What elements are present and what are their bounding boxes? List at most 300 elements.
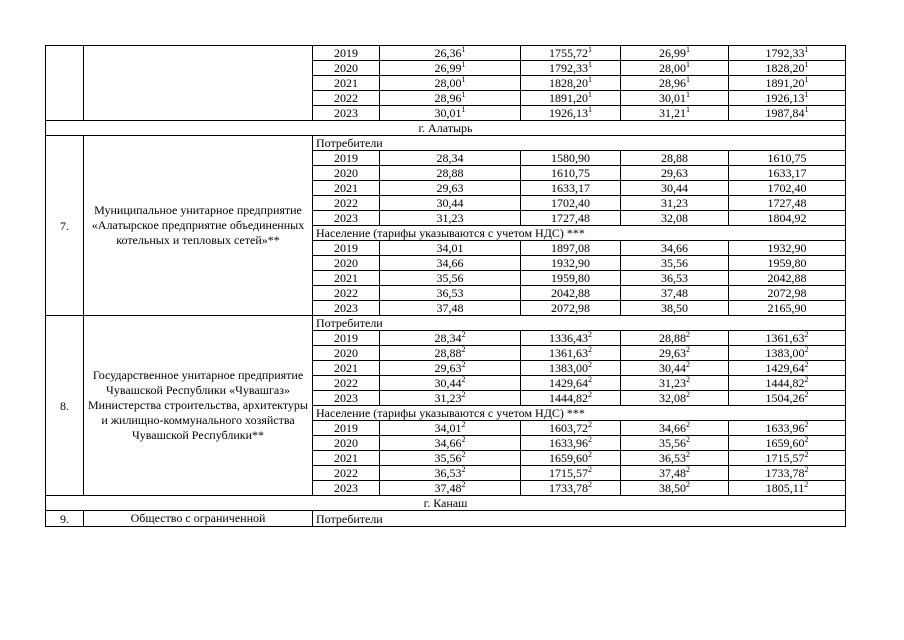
value-text: 1987,84	[765, 106, 805, 120]
value-text: 1336,43	[549, 331, 588, 345]
footnote-mark: 2	[686, 360, 690, 369]
tariff-cell-4	[729, 421, 846, 436]
year-cell: 2022	[313, 376, 380, 391]
value-text: 28,34	[436, 151, 464, 165]
footnote-mark: 2	[461, 465, 466, 474]
value-text: 1932,90	[767, 241, 807, 255]
footnote-mark: 2	[686, 480, 690, 489]
tariff-cell-3	[621, 46, 729, 61]
value-text: 30,44	[659, 361, 686, 375]
year-cell: 2022	[313, 196, 380, 211]
value-text: 28,96	[434, 91, 462, 105]
value-text: 2072,98	[551, 301, 590, 315]
value-text: 1727,48	[767, 196, 807, 210]
year-cell: 2023	[313, 106, 380, 121]
tariff-cell-1	[380, 361, 521, 376]
footnote-mark: 2	[461, 360, 466, 369]
value-text: 1805,11	[765, 481, 805, 495]
value-text: 1383,00	[549, 361, 588, 375]
tariff-cell-4	[729, 391, 846, 406]
tariff-cell-1	[380, 166, 521, 181]
footnote-mark: 2	[588, 480, 592, 489]
value-text: 29,63	[436, 181, 464, 195]
city-row	[46, 496, 846, 511]
value-text: 1610,75	[551, 166, 590, 180]
value-text: 30,44	[661, 181, 688, 195]
tariff-cell-3	[621, 451, 729, 466]
footnote-mark: 2	[461, 345, 466, 354]
footnote-mark: 2	[461, 330, 466, 339]
tariff-cell-4	[729, 181, 846, 196]
value-text: 1828,20	[765, 61, 805, 75]
tariff-cell-2	[521, 481, 621, 496]
footnote-mark: 1	[588, 45, 592, 54]
value-text: 1659,60	[765, 436, 805, 450]
value-text: 37,48	[434, 481, 462, 495]
group-label-row	[46, 316, 846, 331]
tariff-cell-1	[380, 76, 521, 91]
value-text: 34,01	[434, 421, 462, 435]
value-text: 1429,64	[549, 376, 588, 390]
value-text: 1633,17	[551, 181, 590, 195]
tariff-cell-2	[521, 466, 621, 481]
value-text: 2042,88	[767, 271, 807, 285]
tariff-cell-2	[521, 331, 621, 346]
footnote-mark: 2	[588, 435, 592, 444]
group-label: Население (тарифы указываются с учетом НДС) ***	[313, 226, 846, 241]
tariff-cell-1	[380, 346, 521, 361]
value-text: 1755,72	[549, 46, 588, 60]
organization-name: Государственное унитарное предприятие Чувашской Республики «Чувашгаз» Министерства строительства, архитектуры и жилищно-коммунального хозяйства Чувашской Республики**	[84, 316, 313, 496]
tariff-cell-1	[380, 211, 521, 226]
footnote-mark: 2	[461, 450, 466, 459]
tariff-cell-1	[380, 286, 521, 301]
tariff-cell-3	[621, 436, 729, 451]
footnote-mark: 2	[461, 420, 466, 429]
value-text: 36,53	[661, 271, 688, 285]
value-text: 1891,20	[549, 91, 588, 105]
footnote-mark: 2	[588, 450, 592, 459]
value-text: 37,48	[659, 466, 686, 480]
tariff-cell-1	[380, 436, 521, 451]
value-text: 26,36	[434, 46, 462, 60]
footnote-mark: 2	[461, 390, 466, 399]
footnote-mark: 2	[804, 465, 809, 474]
tariff-cell-4	[729, 151, 846, 166]
value-text: 35,56	[659, 436, 686, 450]
tariff-cell-1	[380, 376, 521, 391]
footnote-mark: 2	[804, 330, 809, 339]
value-text: 1633,96	[549, 436, 588, 450]
footnote-mark: 2	[588, 375, 592, 384]
value-text: 30,44	[436, 196, 464, 210]
footnote-mark: 2	[588, 330, 592, 339]
tariff-cell-2	[521, 61, 621, 76]
tariff-cell-4	[729, 331, 846, 346]
tariff-cell-3	[621, 211, 729, 226]
year-cell: 2022	[313, 286, 380, 301]
tariff-cell-2	[521, 271, 621, 286]
tariff-cell-2	[521, 391, 621, 406]
footnote-mark: 2	[686, 345, 690, 354]
footnote-mark: 1	[461, 75, 466, 84]
tariff-cell-3	[621, 256, 729, 271]
value-text: 1926,13	[549, 106, 588, 120]
footnote-mark: 2	[686, 435, 690, 444]
tariff-cell-4	[729, 256, 846, 271]
value-text: 1715,57	[549, 466, 588, 480]
footnote-mark: 2	[461, 480, 466, 489]
tariff-cell-3	[621, 91, 729, 106]
tariff-cell-2	[521, 151, 621, 166]
value-text: 1361,63	[765, 331, 805, 345]
tariff-cell-4	[729, 436, 846, 451]
year-cell: 2019	[313, 46, 380, 61]
group-label: Население (тарифы указываются с учетом НДС) ***	[313, 406, 846, 421]
tariff-cell-4	[729, 196, 846, 211]
value-text: 1580,90	[551, 151, 590, 165]
tariff-cell-2	[521, 211, 621, 226]
footnote-mark: 1	[588, 105, 592, 114]
footnote-mark: 2	[804, 450, 809, 459]
footnote-mark: 2	[804, 435, 809, 444]
footnote-mark: 2	[804, 345, 809, 354]
year-cell: 2020	[313, 166, 380, 181]
footnote-mark: 1	[461, 60, 466, 69]
value-text: 1891,20	[765, 76, 805, 90]
value-text: 1444,82	[765, 376, 805, 390]
tariff-cell-4	[729, 376, 846, 391]
footnote-mark: 1	[804, 75, 809, 84]
value-text: 32,08	[661, 211, 688, 225]
value-text: 1792,33	[549, 61, 588, 75]
value-text: 1932,90	[551, 256, 590, 270]
value-text: 30,44	[434, 376, 462, 390]
footnote-mark: 1	[686, 90, 690, 99]
footnote-mark: 1	[804, 45, 809, 54]
tariff-cell-4	[729, 466, 846, 481]
footnote-mark: 1	[461, 90, 466, 99]
value-text: 1897,08	[551, 241, 590, 255]
tariff-cell-2	[521, 196, 621, 211]
tariff-cell-2	[521, 256, 621, 271]
value-text: 26,99	[434, 61, 462, 75]
year-cell: 2021	[313, 181, 380, 196]
year-cell: 2020	[313, 61, 380, 76]
tariff-cell-1	[380, 271, 521, 286]
value-text: 26,99	[659, 46, 686, 60]
value-text: 1702,40	[551, 196, 590, 210]
year-cell: 2023	[313, 211, 380, 226]
value-text: 30,01	[434, 106, 462, 120]
city-row	[46, 121, 846, 136]
value-text: 34,01	[436, 241, 464, 255]
tariff-cell-1	[380, 196, 521, 211]
value-text: 28,88	[434, 346, 462, 360]
value-text: 35,56	[434, 451, 462, 465]
tariff-cell-3	[621, 286, 729, 301]
value-text: 38,50	[661, 301, 688, 315]
tariff-cell-3	[621, 346, 729, 361]
tariff-cell-3	[621, 481, 729, 496]
footnote-mark: 2	[461, 375, 466, 384]
year-cell: 2022	[313, 466, 380, 481]
value-text: 28,96	[659, 76, 686, 90]
footnote-mark: 2	[686, 390, 690, 399]
footnote-mark: 1	[804, 60, 809, 69]
group-label-row	[46, 136, 846, 151]
tariff-cell-3	[621, 361, 729, 376]
row-number: 8.	[46, 316, 84, 496]
year-cell: 2019	[313, 421, 380, 436]
value-text: 35,56	[661, 256, 688, 270]
tariff-cell-4	[729, 76, 846, 91]
tariff-cell-3	[621, 376, 729, 391]
footnote-mark: 2	[686, 375, 690, 384]
footnote-mark: 1	[686, 45, 690, 54]
tariff-cell-2	[521, 46, 621, 61]
footnote-mark: 2	[804, 375, 809, 384]
value-text: 29,63	[661, 166, 688, 180]
year-cell: 2019	[313, 241, 380, 256]
year-cell: 2021	[313, 361, 380, 376]
tariff-cell-1	[380, 256, 521, 271]
tariff-cell-2	[521, 76, 621, 91]
organization-name: Муниципальное унитарное предприятие «Алатырское предприятие объединенных котельных и тепловых сетей»**	[84, 136, 313, 316]
value-text: 37,48	[436, 301, 464, 315]
value-text: 31,23	[434, 391, 462, 405]
year-cell: 2019	[313, 151, 380, 166]
value-text: 36,53	[659, 451, 686, 465]
value-text: 29,63	[434, 361, 462, 375]
year-cell: 2020	[313, 436, 380, 451]
footnote-mark: 2	[588, 390, 592, 399]
row-number: 7.	[46, 136, 84, 316]
tariff-cell-4	[729, 91, 846, 106]
year-cell: 2021	[313, 76, 380, 91]
value-text: 28,88	[661, 151, 688, 165]
value-text: 28,88	[436, 166, 464, 180]
value-text: 37,48	[661, 286, 688, 300]
value-text: 2165,90	[767, 301, 807, 315]
value-text: 1504,26	[765, 391, 805, 405]
tariff-cell-3	[621, 106, 729, 121]
year-cell: 2020	[313, 256, 380, 271]
tariff-cell-3	[621, 331, 729, 346]
footnote-mark: 1	[461, 105, 466, 114]
value-text: 1959,80	[551, 271, 590, 285]
group-label: Потребители	[313, 316, 846, 331]
value-text: 28,00	[434, 76, 462, 90]
value-text: 31,23	[659, 376, 686, 390]
tariff-cell-1	[380, 391, 521, 406]
tariff-cell-4	[729, 166, 846, 181]
tariff-cell-2	[521, 301, 621, 316]
tariff-cell-4	[729, 361, 846, 376]
tariff-cell-3	[621, 241, 729, 256]
group-label: Потребители	[313, 511, 846, 527]
value-text: 1792,33	[765, 46, 805, 60]
group-label: Потребители	[313, 136, 846, 151]
value-text: 1804,92	[767, 211, 807, 225]
value-text: 32,08	[659, 391, 686, 405]
tariff-cell-3	[621, 301, 729, 316]
tariff-cell-3	[621, 166, 729, 181]
footnote-mark: 1	[686, 75, 690, 84]
year-cell: 2021	[313, 451, 380, 466]
value-text: 1926,13	[765, 91, 805, 105]
tariff-cell-4	[729, 106, 846, 121]
value-text: 1959,80	[767, 256, 807, 270]
tariff-cell-4	[729, 481, 846, 496]
tariff-cell-3	[621, 421, 729, 436]
tariff-cell-2	[521, 241, 621, 256]
value-text: 1633,96	[765, 421, 805, 435]
tariff-table	[45, 45, 846, 527]
value-text: 34,66	[436, 256, 464, 270]
value-text: 30,01	[659, 91, 686, 105]
footnote-mark: 2	[588, 345, 592, 354]
organization-name: Общество с ограниченной	[84, 511, 313, 527]
value-text: 1383,00	[765, 346, 805, 360]
value-text: 1702,40	[767, 181, 807, 195]
tariff-cell-1	[380, 91, 521, 106]
tariff-cell-1	[380, 61, 521, 76]
footnote-mark: 2	[461, 435, 466, 444]
value-text: 29,63	[659, 346, 686, 360]
value-text: 1633,17	[767, 166, 807, 180]
year-cell: 2019	[313, 331, 380, 346]
city-heading: г. Алатырь	[46, 121, 846, 136]
footnote-mark: 1	[588, 60, 592, 69]
value-text: 28,34	[434, 331, 462, 345]
value-text: 1828,20	[549, 76, 588, 90]
footnote-mark: 2	[588, 420, 592, 429]
tariff-cell-1	[380, 301, 521, 316]
value-text: 31,23	[661, 196, 688, 210]
tariff-cell-2	[521, 166, 621, 181]
tariff-cell-1	[380, 331, 521, 346]
tariff-cell-2	[521, 286, 621, 301]
tariff-cell-2	[521, 91, 621, 106]
value-text: 34,66	[659, 421, 686, 435]
footnote-mark: 1	[461, 45, 466, 54]
footnote-mark: 2	[588, 360, 592, 369]
tariff-cell-1	[380, 451, 521, 466]
value-text: 1444,82	[549, 391, 588, 405]
footnote-mark: 2	[804, 420, 809, 429]
value-text: 1659,60	[549, 451, 588, 465]
value-text: 2072,98	[767, 286, 807, 300]
footnote-mark: 1	[588, 90, 592, 99]
tariff-cell-3	[621, 181, 729, 196]
tariff-cell-1	[380, 151, 521, 166]
value-text: 28,88	[659, 331, 686, 345]
tariff-cell-3	[621, 271, 729, 286]
tariff-cell-3	[621, 391, 729, 406]
value-text: 35,56	[436, 271, 464, 285]
footnote-mark: 1	[804, 90, 809, 99]
tariff-cell-1	[380, 466, 521, 481]
value-text: 1361,63	[549, 346, 588, 360]
tariff-cell-2	[521, 181, 621, 196]
year-cell: 2023	[313, 391, 380, 406]
value-text: 36,53	[436, 286, 464, 300]
footnote-mark: 1	[588, 75, 592, 84]
value-text: 2042,88	[551, 286, 590, 300]
tariff-cell-1	[380, 481, 521, 496]
tariff-cell-1	[380, 421, 521, 436]
value-text: 1715,57	[765, 451, 805, 465]
tariff-cell-4	[729, 346, 846, 361]
value-text: 1733,78	[549, 481, 588, 495]
year-cell: 2022	[313, 91, 380, 106]
footnote-mark: 2	[804, 390, 809, 399]
tariff-cell-4	[729, 46, 846, 61]
footnote-mark: 2	[686, 420, 690, 429]
value-text: 1610,75	[767, 151, 807, 165]
value-text: 1603,72	[549, 421, 588, 435]
tariff-cell-4	[729, 301, 846, 316]
footnote-mark: 2	[686, 465, 690, 474]
tariff-cell-2	[521, 421, 621, 436]
tariff-cell-4	[729, 211, 846, 226]
tariff-cell-4	[729, 241, 846, 256]
tariff-cell-2	[521, 376, 621, 391]
tariff-cell-2	[521, 346, 621, 361]
footnote-mark: 1	[804, 105, 809, 114]
tariff-cell-3	[621, 151, 729, 166]
tariff-cell-2	[521, 436, 621, 451]
tariff-cell-3	[621, 76, 729, 91]
row-number	[46, 46, 84, 121]
value-text: 1429,64	[765, 361, 805, 375]
tariff-cell-2	[521, 451, 621, 466]
tariff-cell-1	[380, 241, 521, 256]
value-text: 34,66	[661, 241, 688, 255]
year-cell: 2020	[313, 346, 380, 361]
footnote-mark: 2	[804, 360, 809, 369]
year-cell: 2021	[313, 271, 380, 286]
value-text: 38,50	[659, 481, 686, 495]
footnote-mark: 1	[686, 105, 690, 114]
table-row	[46, 46, 846, 61]
value-text: 34,66	[434, 436, 462, 450]
row-number: 9.	[46, 511, 84, 527]
tariff-cell-4	[729, 451, 846, 466]
group-label-row	[46, 511, 846, 527]
footnote-mark: 2	[686, 450, 690, 459]
value-text: 1733,78	[765, 466, 805, 480]
value-text: 28,00	[659, 61, 686, 75]
footnote-mark: 2	[804, 480, 809, 489]
value-text: 36,53	[434, 466, 462, 480]
tariff-cell-4	[729, 286, 846, 301]
tariff-cell-4	[729, 61, 846, 76]
value-text: 1727,48	[551, 211, 590, 225]
year-cell: 2023	[313, 301, 380, 316]
tariff-cell-3	[621, 466, 729, 481]
tariff-cell-3	[621, 196, 729, 211]
city-heading: г. Канаш	[46, 496, 846, 511]
footnote-mark: 2	[686, 330, 690, 339]
tariff-cell-1	[380, 46, 521, 61]
tariff-cell-4	[729, 271, 846, 286]
value-text: 31,23	[436, 211, 464, 225]
organization-name	[84, 46, 313, 121]
tariff-cell-1	[380, 181, 521, 196]
tariff-cell-2	[521, 106, 621, 121]
